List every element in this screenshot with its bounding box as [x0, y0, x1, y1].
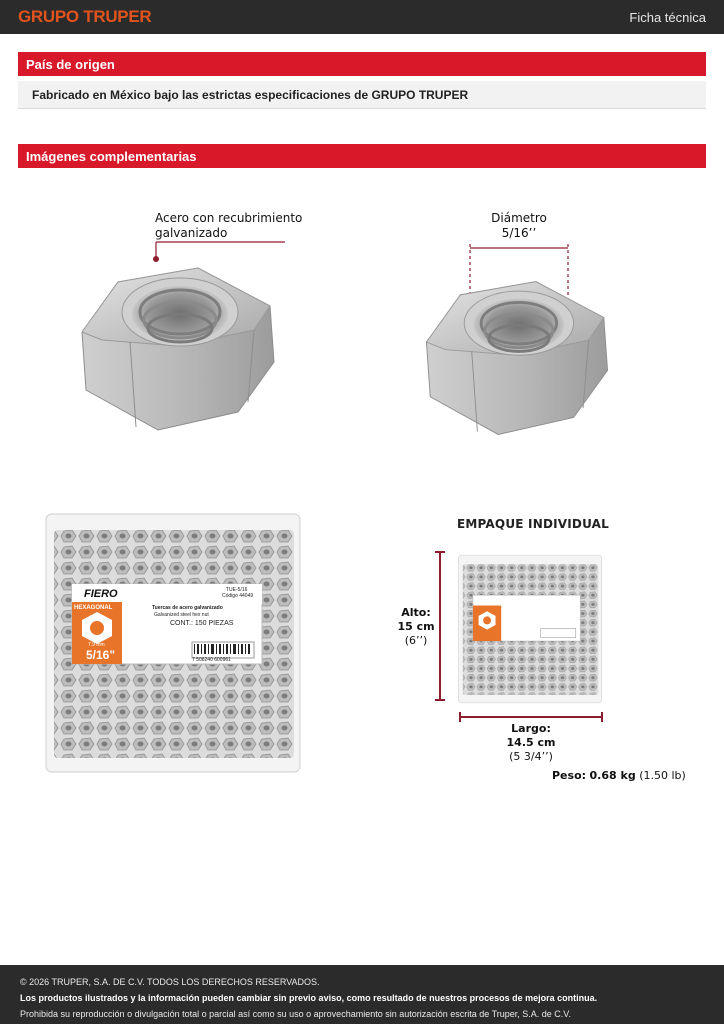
- bag-model: TUE-5/16: [226, 587, 248, 593]
- hex-nut-diameter-photo: [419, 276, 615, 442]
- product-bag-photo: [42, 512, 304, 774]
- height-label: [396, 606, 436, 648]
- origin-text: Fabricado en México bajo las estrictas especificaciones de GRUPO TRUPER: [18, 81, 706, 109]
- brand-logo: GRUPO TRUPER: [18, 7, 152, 26]
- height-label-title: Alto:: [401, 606, 431, 619]
- footer-prohibition: Prohibida su reproducción o divulgación total o parcial así como su uso o aprovechamiento sin autorización escrita de Truper, S.A. de C.V.: [20, 1009, 571, 1019]
- weight-lb: (1.50 lb): [639, 769, 686, 782]
- bag-mm: 7.9 mm: [88, 642, 105, 648]
- length-label-title: Largo:: [511, 722, 551, 735]
- package-title: EMPAQUE INDIVIDUAL: [457, 517, 609, 531]
- bag-contents: CONT.: 150 PIEZAS: [170, 620, 234, 627]
- document-type: Ficha técnica: [629, 9, 706, 25]
- bag-brand: FIERO: [84, 588, 118, 600]
- diameter-callout-line2: 5/16’’: [501, 226, 537, 240]
- package-bag-photo: [456, 554, 604, 704]
- bag-code: Código 44049: [222, 593, 254, 599]
- length-in: (5 3/4’’): [509, 750, 553, 763]
- diameter-callout: [484, 211, 554, 241]
- footer-copyright: © 2026 TRUPER, S.A. DE C.V. TODOS LOS DERECHOS RESERVADOS.: [20, 977, 320, 987]
- bag-desc-es: Tuercas de acero galvanizado: [152, 605, 223, 611]
- diameter-callout-line1: Diámetro: [491, 211, 547, 225]
- weight-label-title: Peso:: [552, 769, 587, 782]
- weight-kg: 0.68 kg: [589, 769, 636, 782]
- bag-desc-en: Galvanized steel hex nut: [154, 612, 209, 618]
- footer-notice: Los productos ilustrados y la información pueden cambiar sin previo aviso, como resultado de nuestros procesos de mejora continua.: [20, 993, 598, 1003]
- height-cm: 15 cm: [397, 620, 435, 633]
- footer: [0, 965, 724, 1024]
- height-in: (6’’): [404, 634, 428, 647]
- bag-type: HEXAGONAL: [74, 605, 113, 611]
- bag-barcode-number: 7 506240 600961: [192, 657, 231, 663]
- section-images-title: Imágenes complementarias: [18, 144, 706, 168]
- top-bar: [0, 0, 724, 34]
- length-label: [496, 722, 566, 764]
- material-leader-line: [150, 238, 290, 264]
- material-callout-line2: galvanizado: [155, 226, 228, 240]
- section-origin-title: País de origen: [18, 52, 706, 76]
- material-callout: [155, 211, 302, 241]
- hex-nut-photo: [78, 262, 278, 438]
- bag-size: 5/16": [86, 648, 116, 662]
- weight-label: [552, 769, 686, 783]
- length-cm: 14.5 cm: [506, 736, 556, 749]
- material-callout-line1: Acero con recubrimiento: [155, 211, 303, 225]
